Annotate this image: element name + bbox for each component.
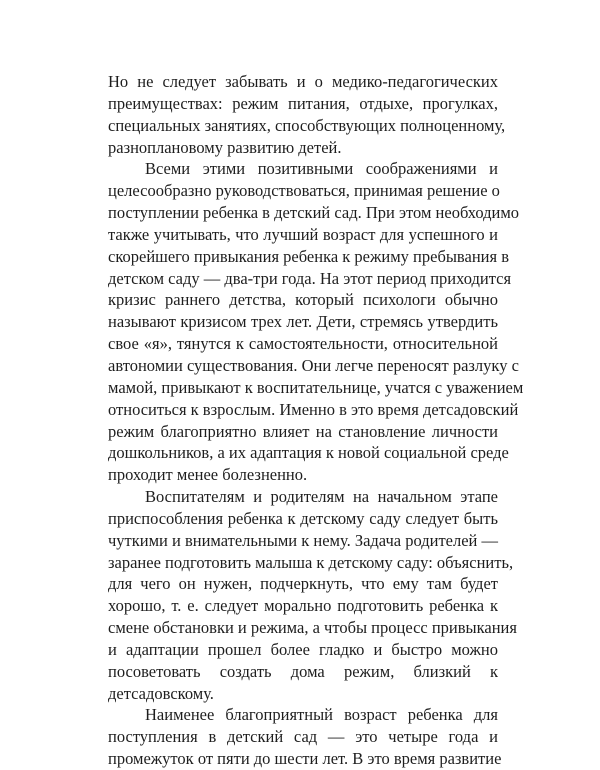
text-line: детсадовскому. <box>108 683 214 703</box>
text-line: заранее подготовить малыша к детскому саду: объяснить, <box>108 552 514 572</box>
text-line: скорейшего привыкания ребенка к режиму пребывания в <box>108 246 509 266</box>
text-line: Всеми этими позитивными соображениями и <box>145 159 498 179</box>
text-line: проходит менее болезненно. <box>108 465 308 485</box>
text-line: преимуществах: режим питания, отдыхе, прогулках, <box>108 93 498 113</box>
text-line: приспособления ребенка к детскому саду следует быть <box>108 508 498 528</box>
text-line: автономии существования. Они легче переносят разлуку с <box>108 355 519 375</box>
paragraph <box>108 704 502 770</box>
paragraph <box>108 71 506 158</box>
text-line: чуткими и внимательными к нему. Задача родителей — <box>108 530 499 550</box>
text-line: и адаптации прошел более гладко и быстро можно <box>108 639 498 659</box>
text-line: кризис раннего детства, который психологи обычно <box>108 290 498 310</box>
text-line: посоветовать создать дома режим, близкий к <box>108 661 498 681</box>
text-line: дошкольников, а их адаптация к новой социальной среде <box>108 443 509 463</box>
text-line: называют кризисом трех лет. Дети, стремясь утвердить <box>108 312 498 332</box>
text-line: смене обстановки и режима, а чтобы процесс привыкания <box>108 618 517 638</box>
text-line: поступления в детский сад — это четыре года и <box>108 727 498 747</box>
paragraph <box>108 486 517 704</box>
text-line: мамой, привыкают к воспитательнице, учатся с уважением <box>108 377 524 397</box>
text-line: хорошо, т. е. следует морально подготовить ребенка к <box>108 596 498 616</box>
text-line: детском саду — два-три года. На этот период приходится <box>108 268 512 288</box>
text-line: Воспитателям и родителям на начальном этапе <box>145 487 498 507</box>
text-line: Но не следует забывать и о медико-педагогических <box>108 72 498 91</box>
text-line: целесообразно руководствоваться, принимая решение о <box>108 181 500 201</box>
text-line: также учитывать, что лучший возраст для успешного и <box>108 224 498 244</box>
text-line: специальных занятиях, способствующих полноценному, <box>108 115 506 135</box>
text-line: Наименее благоприятный возраст ребенка для <box>145 705 498 725</box>
text-line: поступлении ребенка в детский сад. При этом необходимо <box>108 203 520 223</box>
body-text <box>108 71 524 770</box>
text-line: для чего он нужен, подчеркнуть, что ему там будет <box>108 574 498 594</box>
paragraph <box>108 158 524 486</box>
text-line: промежуток от пяти до шести лет. В это время развитие <box>108 749 502 769</box>
text-line: относиться к взрослым. Именно в это время детсадовский <box>108 399 519 419</box>
text-line: режим благоприятно влияет на становление личности <box>108 421 498 441</box>
text-line: свое «я», тянутся к самостоятельности, относительной <box>108 334 498 354</box>
text-line: разноплановому развитию детей. <box>108 137 342 157</box>
